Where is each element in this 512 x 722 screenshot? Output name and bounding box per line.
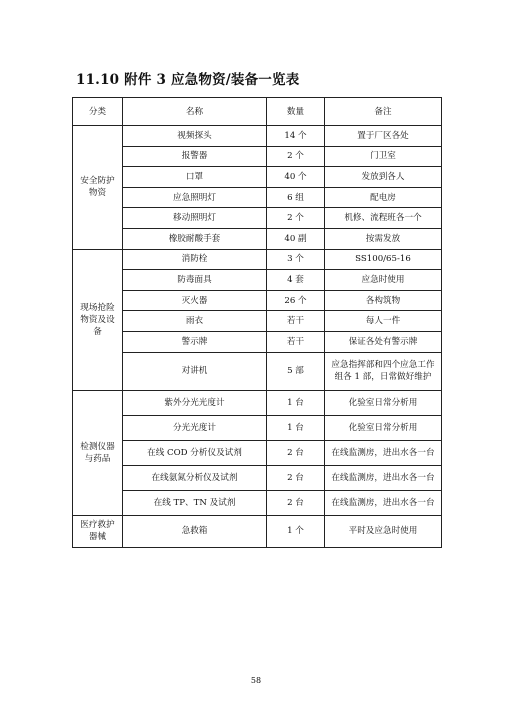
materials-table-container bbox=[72, 97, 441, 548]
item-name: 视频探头 bbox=[123, 126, 267, 147]
item-remark: 在线监测房，进出水各一台 bbox=[325, 440, 442, 465]
table-row bbox=[73, 415, 442, 440]
item-remark: 配电房 bbox=[325, 187, 442, 208]
table-header-row bbox=[73, 98, 442, 126]
item-remark: 化验室日常分析用 bbox=[325, 390, 442, 415]
item-remark: 平时及应急时使用 bbox=[325, 515, 442, 547]
table-row bbox=[73, 187, 442, 208]
table-row bbox=[73, 440, 442, 465]
item-remark: 应急指挥部和四个应急工作组各 1 部，日常做好维护 bbox=[325, 352, 442, 390]
item-name: 雨衣 bbox=[123, 311, 267, 332]
table-row bbox=[73, 331, 442, 352]
category-cell: 检测仪器与药品 bbox=[73, 390, 123, 515]
item-quantity: 40 副 bbox=[267, 228, 325, 249]
item-quantity: 4 套 bbox=[267, 270, 325, 291]
item-name: 分光光度计 bbox=[123, 415, 267, 440]
table-row bbox=[73, 249, 442, 270]
table-row bbox=[73, 311, 442, 332]
item-quantity: 3 个 bbox=[267, 249, 325, 270]
item-remark: 按需发放 bbox=[325, 228, 442, 249]
table-row bbox=[73, 465, 442, 490]
materials-table bbox=[72, 97, 442, 548]
table-row bbox=[73, 515, 442, 547]
header-remark: 备注 bbox=[325, 98, 442, 126]
item-name: 消防栓 bbox=[123, 249, 267, 270]
item-remark: 各构筑物 bbox=[325, 290, 442, 311]
item-quantity: 14 个 bbox=[267, 126, 325, 147]
item-name: 口罩 bbox=[123, 167, 267, 188]
item-name: 灭火器 bbox=[123, 290, 267, 311]
category-cell: 安全防护物资 bbox=[73, 126, 123, 250]
item-quantity: 5 部 bbox=[267, 352, 325, 390]
item-name: 防毒面具 bbox=[123, 270, 267, 291]
table-row bbox=[73, 352, 442, 390]
section-heading: 11.10 附件 3 应急物资/装备一览表 bbox=[76, 72, 300, 88]
table-row bbox=[73, 490, 442, 515]
item-quantity: 2 个 bbox=[267, 208, 325, 229]
item-name: 在线 TP、TN 及试剂 bbox=[123, 490, 267, 515]
item-name: 移动照明灯 bbox=[123, 208, 267, 229]
table-row bbox=[73, 167, 442, 188]
item-quantity: 40 个 bbox=[267, 167, 325, 188]
item-name: 对讲机 bbox=[123, 352, 267, 390]
table-row bbox=[73, 270, 442, 291]
item-remark: 置于厂区各处 bbox=[325, 126, 442, 147]
item-remark: 在线监测房，进出水各一台 bbox=[325, 465, 442, 490]
item-remark: 在线监测房，进出水各一台 bbox=[325, 490, 442, 515]
item-name: 报警器 bbox=[123, 146, 267, 167]
item-quantity: 2 台 bbox=[267, 465, 325, 490]
table-row bbox=[73, 208, 442, 229]
item-name: 警示牌 bbox=[123, 331, 267, 352]
item-remark: 化验室日常分析用 bbox=[325, 415, 442, 440]
item-name: 急救箱 bbox=[123, 515, 267, 547]
category-cell: 医疗救护器械 bbox=[73, 515, 123, 547]
item-quantity: 若干 bbox=[267, 331, 325, 352]
header-name: 名称 bbox=[123, 98, 267, 126]
table-row bbox=[73, 228, 442, 249]
item-name: 紫外分光光度计 bbox=[123, 390, 267, 415]
item-remark: 应急时使用 bbox=[325, 270, 442, 291]
item-quantity: 2 台 bbox=[267, 440, 325, 465]
table-row bbox=[73, 126, 442, 147]
item-remark: 门卫室 bbox=[325, 146, 442, 167]
item-name: 橡胶耐酸手套 bbox=[123, 228, 267, 249]
item-remark: 机修、流程班各一个 bbox=[325, 208, 442, 229]
item-quantity: 1 台 bbox=[267, 390, 325, 415]
item-quantity: 2 个 bbox=[267, 146, 325, 167]
item-name: 应急照明灯 bbox=[123, 187, 267, 208]
item-quantity: 6 组 bbox=[267, 187, 325, 208]
table-row bbox=[73, 146, 442, 167]
item-quantity: 1 台 bbox=[267, 415, 325, 440]
item-quantity: 26 个 bbox=[267, 290, 325, 311]
page-number: 58 bbox=[250, 676, 262, 685]
item-remark: 保证各处有警示牌 bbox=[325, 331, 442, 352]
table-row bbox=[73, 390, 442, 415]
item-name: 在线氨氮分析仪及试剂 bbox=[123, 465, 267, 490]
item-quantity: 若干 bbox=[267, 311, 325, 332]
category-cell: 现场抢险物资及设备 bbox=[73, 249, 123, 390]
item-name: 在线 COD 分析仪及试剂 bbox=[123, 440, 267, 465]
item-quantity: 1 个 bbox=[267, 515, 325, 547]
item-remark: 发放到各人 bbox=[325, 167, 442, 188]
item-quantity: 2 台 bbox=[267, 490, 325, 515]
table-row bbox=[73, 290, 442, 311]
item-remark: SS100/65-16 bbox=[325, 249, 442, 270]
header-category: 分类 bbox=[73, 98, 123, 126]
header-quantity: 数量 bbox=[267, 98, 325, 126]
item-remark: 每人一件 bbox=[325, 311, 442, 332]
